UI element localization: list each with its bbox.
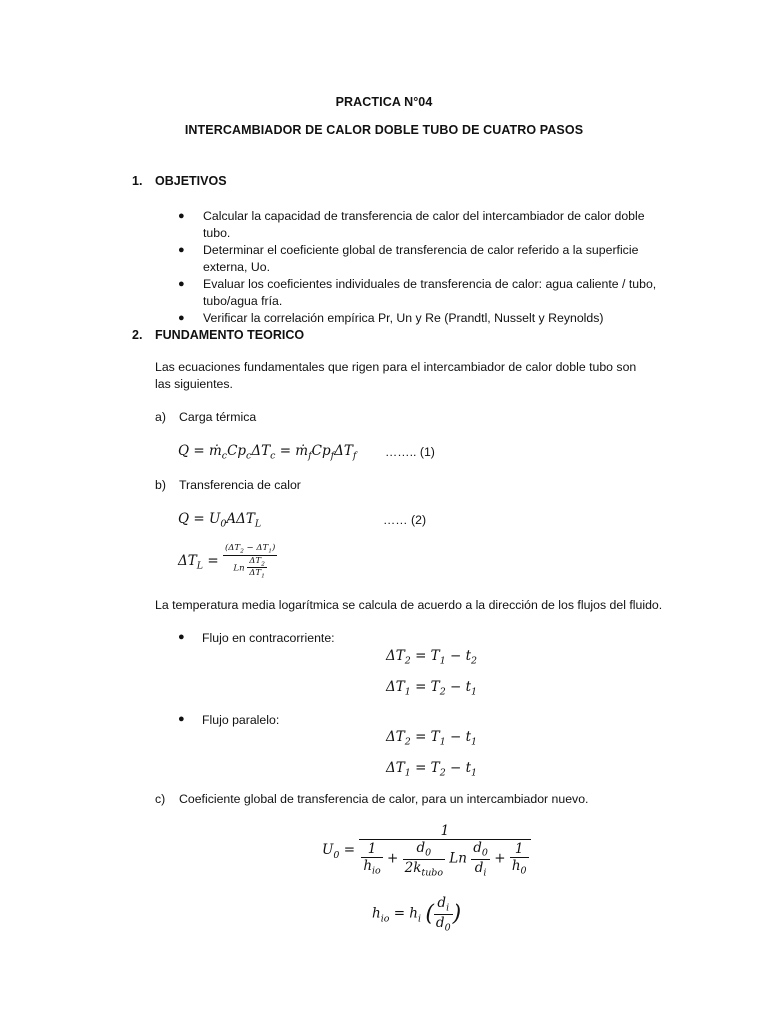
equation-heat-load: $Q = ṁ_cCp_c\Delta T_c$ = $ṁ_fCp_f\Delta T_f$ — [178, 443, 357, 462]
equation-overall-coefficient: $U_0$ = 1 $\frac{1}{h_{io}}$ + $\frac{d_0}{2k_{tubo}}$ Ln $\frac{d_0}{d_i}$ + $\frac{1}{h_0}$ — [322, 823, 531, 878]
bullet-icon: ● — [178, 210, 185, 222]
equation-parallel-dt2: $\Delta T_2 = T_1 - t_1$ — [386, 729, 478, 748]
document-page: PRACTICA N°04 INTERCAMBIADOR DE CALOR DOBLE TUBO DE CUATRO PASOS 1. OBJETIVOS ● Calcular la capacidad de transferencia de calor del intercambiador de calor doble tubo. ● Determinar el coeficiente global de transferencia de calor referido a la superficie externa, Uo. ● Evaluar los coeficientes individuales de transferencia de calor: agua caliente / tubo, tubo/agua fría. ● Verificar la correlación empírica Pr, Un y Re (Prandtl, Nusselt y Reynolds) 2. FUNDAMENTO TEORICO Las ecuaciones fundamentales que rigen para el intercambiador de calor doble tubo son las siguientes. a) Carga térmica $Q = ṁ_cCp_c\Delta T_c$ = $ṁ_fCp_f\Delta T_f$ …….. (1) b) Transferencia de calor $Q = U_0A\Delta T_L$ …… (2) $\Delta T_L$ = $(\Delta T_2 - \Delta T_1)$ Ln $\frac{\Delta T_2}{\Delta T_1}$ La temperatura media logarítmica se calcula de acuerdo a la dirección de los flujos del fluido. ● Flujo en contracorriente: $\Delta T_2 = T_1 - t_2$ $\Delta T_1 = T_2 - t_1$ ● Flujo paralelo: $\Delta T_2 = T_1 - t_1$ $\Delta T_1 = T_2 - t_1$ c) Coeficiente global de transferencia de calor, para un intercambiador nuevo. $U_0$ = 1 $\frac{1}{h_{io}}$ + $\frac{d_0}{2k_{tubo}}$ Ln $\frac{d_0}{d_i}$ + $\frac{1}{h_0}$ $h_{io} = h_i$ ( $\frac{d_i}{d_0}$ ) — [0, 0, 768, 1024]
list-item: ● Verificar la correlación empírica Pr, Un y Re (Prandtl, Nusselt y Reynolds) — [178, 311, 604, 325]
equation-number-2: …… (2) — [383, 513, 427, 527]
equation-number-1: …….. (1) — [385, 445, 435, 459]
list-item: ● Calcular la capacidad de transferencia de calor del intercambiador de calor doble tubo. — [178, 209, 645, 240]
practice-number: PRACTICA N°04 — [335, 95, 433, 109]
bullet-icon: ● — [178, 631, 185, 643]
list-item: ● Determinar el coeficiente global de transferencia de calor referido a la superficie externa, Uo. — [178, 243, 639, 274]
objectives-list — [178, 208, 668, 327]
equation-hio: $h_{io} = h_i$ ( $\frac{d_i}{d_0}$ ) — [372, 895, 462, 934]
equation-lmtd: $\Delta T_L$ = $(\Delta T_2 - \Delta T_1)$ Ln $\frac{\Delta T_2}{\Delta T_1}$ — [178, 543, 276, 581]
lmtd-paragraph: La temperatura media logarítmica se calcula de acuerdo a la dirección de los flujos del fluido. — [155, 598, 663, 612]
bullet-icon: ● — [178, 278, 185, 290]
bullet-icon: ● — [178, 244, 185, 256]
intro-paragraph: Las ecuaciones fundamentales que rigen para el intercambiador de calor doble tubo son las siguientes. — [155, 360, 637, 391]
section-title: FUNDAMENTO TEORICO — [155, 328, 305, 342]
equation-counter-dt1: $\Delta T_1 = T_2 - t_1$ — [386, 679, 478, 698]
document-title: INTERCAMBIADOR DE CALOR DOBLE TUBO DE CUATRO PASOS — [184, 123, 584, 137]
equation-parallel-dt1: $\Delta T_1 = T_2 - t_1$ — [386, 760, 478, 779]
section-number: 1. — [132, 174, 143, 188]
equation-heat-transfer: $Q = U_0A\Delta T_L$ — [178, 511, 262, 530]
section-title: OBJETIVOS — [155, 174, 227, 188]
bullet-icon: ● — [178, 713, 185, 725]
equation-counter-dt2: $\Delta T_2 = T_1 - t_2$ — [386, 648, 478, 667]
list-item: ● Evaluar los coeficientes individuales de transferencia de calor: agua caliente / tubo, tubo/agua fría. — [178, 277, 657, 308]
bullet-icon: ● — [178, 312, 185, 324]
section-number: 2. — [132, 328, 143, 342]
